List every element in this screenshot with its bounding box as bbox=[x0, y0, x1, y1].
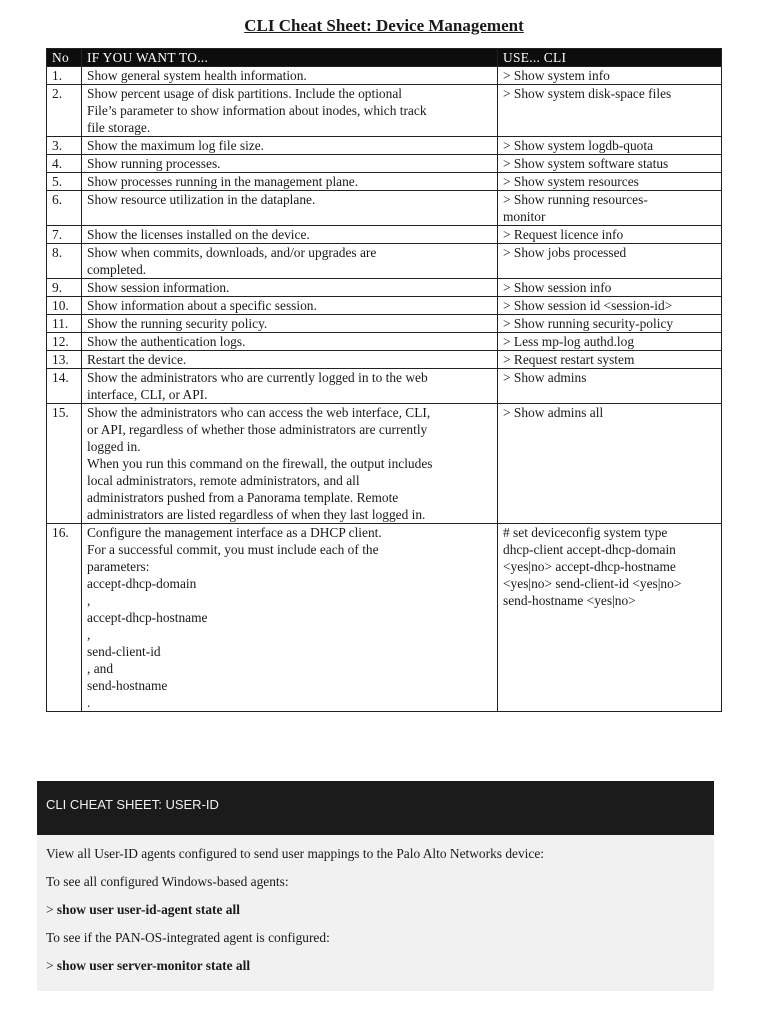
row-cli-command bbox=[498, 404, 722, 524]
row-cli-command bbox=[498, 369, 722, 404]
row-description-line: Show the administrators who can access the web interface, CLI, bbox=[87, 405, 431, 420]
row-description-line: Show running processes. bbox=[87, 156, 221, 171]
row-cli-command-line: > Show running security-policy bbox=[503, 316, 674, 331]
row-description-line: administrators pushed from a Panorama template. Remote bbox=[87, 490, 399, 505]
row-description bbox=[82, 351, 498, 369]
row-number: 13. bbox=[47, 351, 82, 369]
command-server-monitor bbox=[46, 958, 250, 974]
table-row bbox=[47, 297, 722, 315]
command-prompt: > bbox=[46, 902, 54, 917]
row-cli-command-line: > Show system logdb-quota bbox=[503, 138, 654, 153]
row-cli-command-line: > Show system info bbox=[503, 68, 610, 83]
row-description bbox=[82, 279, 498, 297]
row-description-line: Show when commits, downloads, and/or upgrades are bbox=[87, 245, 377, 260]
row-description-line: Show session information. bbox=[87, 280, 230, 295]
row-description-line: Show general system health information. bbox=[87, 68, 307, 83]
table-row bbox=[47, 173, 722, 191]
row-cli-command bbox=[498, 191, 722, 226]
row-cli-command bbox=[498, 315, 722, 333]
header-if-you-want-to: IF YOU WANT TO... bbox=[82, 49, 498, 67]
row-description-line: Show information about a specific session. bbox=[87, 298, 317, 313]
row-description-line: logged in. bbox=[87, 439, 141, 454]
row-number: 7. bbox=[47, 226, 82, 244]
row-number: 15. bbox=[47, 404, 82, 524]
row-cli-command-line: > Show jobs processed bbox=[503, 245, 627, 260]
row-cli-command bbox=[498, 67, 722, 85]
row-cli-command bbox=[498, 137, 722, 155]
row-description-line: When you run this command on the firewall, the output includes bbox=[87, 456, 433, 471]
row-description-line: send-client-id bbox=[87, 644, 161, 659]
table-row bbox=[47, 137, 722, 155]
row-description-line: accept-dhcp-domain bbox=[87, 576, 197, 591]
row-cli-command-line: > Show system resources bbox=[503, 174, 639, 189]
row-number: 3. bbox=[47, 137, 82, 155]
table-body bbox=[47, 67, 722, 712]
table-row bbox=[47, 524, 722, 712]
row-description bbox=[82, 315, 498, 333]
row-cli-command-line: > Less mp-log authd.log bbox=[503, 334, 635, 349]
row-description-line: Show resource utilization in the dataplane. bbox=[87, 192, 316, 207]
row-description-line: Show processes running in the management plane. bbox=[87, 174, 359, 189]
table-row bbox=[47, 226, 722, 244]
row-description-line: completed. bbox=[87, 262, 147, 277]
row-number: 16. bbox=[47, 524, 82, 712]
row-number: 9. bbox=[47, 279, 82, 297]
table-row bbox=[47, 67, 722, 85]
row-description-line: Show the administrators who are currently logged in to the web bbox=[87, 370, 428, 385]
row-description-line: , bbox=[87, 593, 91, 608]
row-cli-command bbox=[498, 155, 722, 173]
table-row bbox=[47, 351, 722, 369]
row-description-line: File’s parameter to show information about inodes, which track bbox=[87, 103, 427, 118]
row-description bbox=[82, 297, 498, 315]
header-no: No bbox=[47, 49, 82, 67]
row-number: 8. bbox=[47, 244, 82, 279]
row-description-line: , and bbox=[87, 661, 114, 676]
table-row bbox=[47, 404, 722, 524]
row-cli-command-line: dhcp-client accept-dhcp-domain bbox=[503, 542, 676, 557]
row-number: 4. bbox=[47, 155, 82, 173]
row-cli-command bbox=[498, 351, 722, 369]
row-description bbox=[82, 524, 498, 712]
row-description-line: Show the maximum log file size. bbox=[87, 138, 265, 153]
row-cli-command bbox=[498, 279, 722, 297]
row-number: 11. bbox=[47, 315, 82, 333]
row-cli-command-line: > Show running resources- bbox=[503, 192, 648, 207]
row-description-line: Configure the management interface as a DHCP client. bbox=[87, 525, 382, 540]
row-cli-command-line: > Show session id <session-id> bbox=[503, 298, 673, 313]
row-cli-command bbox=[498, 524, 722, 712]
row-number: 10. bbox=[47, 297, 82, 315]
device-management-table bbox=[46, 48, 722, 712]
row-description-line: file storage. bbox=[87, 120, 151, 135]
page-title: CLI Cheat Sheet: Device Management bbox=[244, 16, 524, 35]
row-cli-command-line: > Show system software status bbox=[503, 156, 669, 171]
row-cli-command bbox=[498, 333, 722, 351]
row-description-line: parameters: bbox=[87, 559, 150, 574]
header-use-cli: USE... CLI bbox=[498, 49, 722, 67]
row-description-line: For a successful commit, you must include each of the bbox=[87, 542, 379, 557]
user-id-header: CLI CHEAT SHEET: USER-ID bbox=[37, 781, 714, 835]
row-description bbox=[82, 369, 498, 404]
row-cli-command-line: monitor bbox=[503, 209, 546, 224]
row-cli-command-line: > Show session info bbox=[503, 280, 612, 295]
row-description-line: administrators are listed regardless of when they last logged in. bbox=[87, 507, 426, 522]
row-description bbox=[82, 85, 498, 137]
row-description-line: , bbox=[87, 627, 91, 642]
row-description-line: send-hostname bbox=[87, 678, 168, 693]
row-description-line: accept-dhcp-hostname bbox=[87, 610, 208, 625]
row-cli-command-line: <yes|no> send-client-id <yes|no> bbox=[503, 576, 682, 591]
command-user-id-agent bbox=[46, 902, 240, 918]
row-description bbox=[82, 155, 498, 173]
table-row bbox=[47, 155, 722, 173]
table-row bbox=[47, 244, 722, 279]
row-description-line: Show the licenses installed on the device. bbox=[87, 227, 310, 242]
row-description-line: Show the running security policy. bbox=[87, 316, 268, 331]
row-description-line: Restart the device. bbox=[87, 352, 187, 367]
command-text: show user server-monitor state all bbox=[56, 958, 251, 973]
row-cli-command bbox=[498, 226, 722, 244]
table-row bbox=[47, 191, 722, 226]
user-id-intro: View all User-ID agents configured to send user mappings to the Palo Alto Networks device: bbox=[46, 846, 544, 861]
row-cli-command-line: <yes|no> accept-dhcp-hostname bbox=[503, 559, 676, 574]
command-text: show user user-id-agent state all bbox=[56, 902, 240, 917]
row-description-line: Show percent usage of disk partitions. Include the optional bbox=[87, 86, 402, 101]
table-row bbox=[47, 369, 722, 404]
row-cli-command-line: > Request restart system bbox=[503, 352, 635, 367]
row-number: 5. bbox=[47, 173, 82, 191]
row-description bbox=[82, 404, 498, 524]
row-cli-command bbox=[498, 173, 722, 191]
user-id-section bbox=[37, 781, 714, 991]
row-cli-command-line: send-hostname <yes|no> bbox=[503, 593, 636, 608]
row-description-line: . bbox=[87, 695, 91, 710]
panos-agent-label: To see if the PAN-OS-integrated agent is configured: bbox=[46, 930, 330, 945]
row-description-line: or API, regardless of whether those administrators are currently bbox=[87, 422, 428, 437]
row-cli-command bbox=[498, 85, 722, 137]
row-number: 1. bbox=[47, 67, 82, 85]
row-cli-command-line: > Show system disk-space files bbox=[503, 86, 672, 101]
row-description bbox=[82, 173, 498, 191]
row-cli-command bbox=[498, 244, 722, 279]
row-description-line: interface, CLI, or API. bbox=[87, 387, 208, 402]
windows-agents-label: To see all configured Windows-based agents: bbox=[46, 874, 289, 889]
row-number: 14. bbox=[47, 369, 82, 404]
row-cli-command-line: > Request licence info bbox=[503, 227, 624, 242]
table-header-row bbox=[47, 49, 722, 67]
table-row bbox=[47, 315, 722, 333]
row-cli-command-line: > Show admins all bbox=[503, 405, 604, 420]
row-description-line: local administrators, remote administrators, and all bbox=[87, 473, 360, 488]
row-description bbox=[82, 333, 498, 351]
row-number: 12. bbox=[47, 333, 82, 351]
row-description bbox=[82, 244, 498, 279]
row-cli-command-line: # set deviceconfig system type bbox=[503, 525, 668, 540]
table-row bbox=[47, 85, 722, 137]
row-description-line: Show the authentication logs. bbox=[87, 334, 246, 349]
row-cli-command-line: > Show admins bbox=[503, 370, 587, 385]
table-row bbox=[47, 333, 722, 351]
row-description bbox=[82, 67, 498, 85]
row-number: 6. bbox=[47, 191, 82, 226]
row-description bbox=[82, 137, 498, 155]
command-prompt: > bbox=[46, 958, 54, 973]
row-description bbox=[82, 191, 498, 226]
row-number: 2. bbox=[47, 85, 82, 137]
row-description bbox=[82, 226, 498, 244]
table-row bbox=[47, 279, 722, 297]
row-cli-command bbox=[498, 297, 722, 315]
